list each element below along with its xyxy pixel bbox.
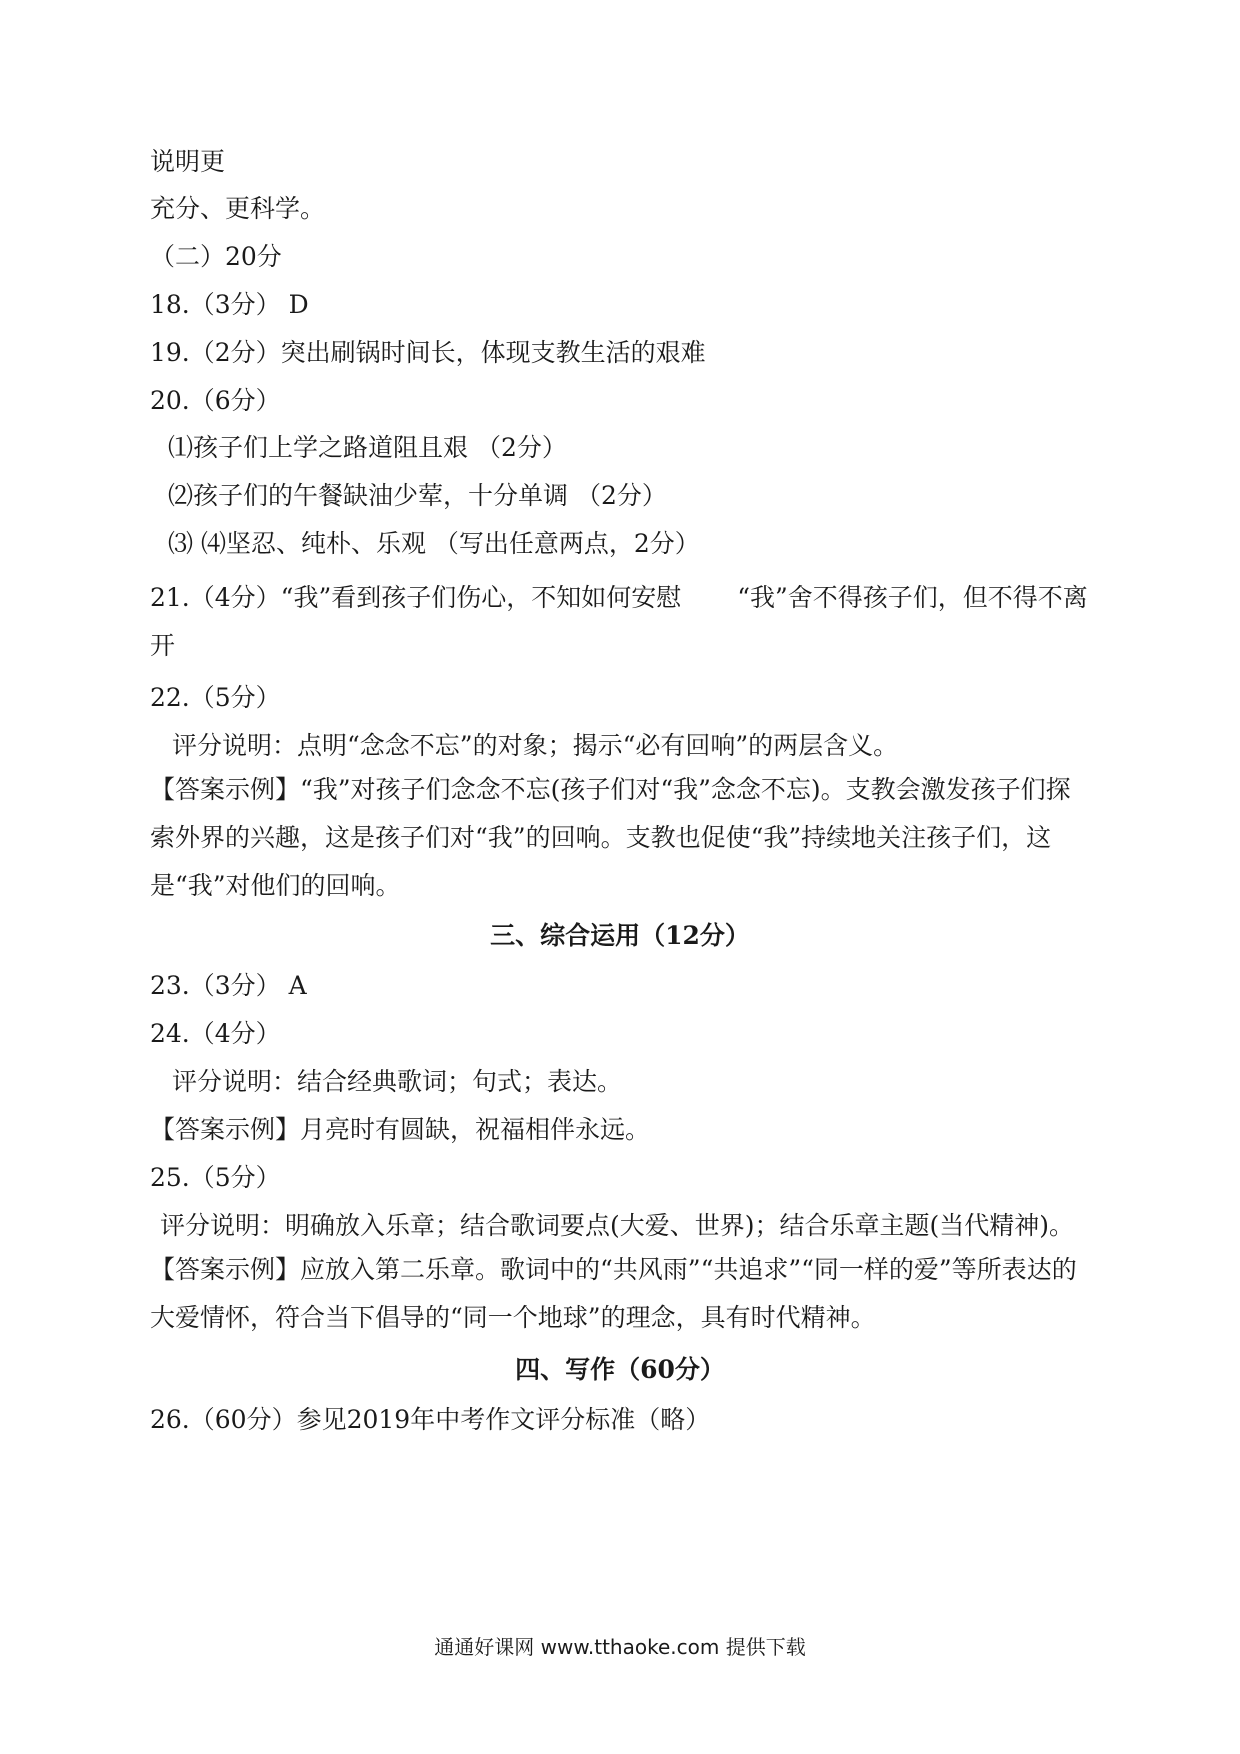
- text-line: 说明更: [150, 147, 226, 176]
- answer-18: 18.（3分） D: [150, 290, 309, 319]
- answer-22: 22.（5分）: [150, 683, 281, 712]
- section-heading-4: 四、写作（60分）: [515, 1355, 725, 1384]
- answer-20-item-1: ⑴孩子们上学之路道阻且艰 （2分）: [168, 433, 567, 462]
- answer-25: 25.（5分）: [150, 1163, 281, 1192]
- section-subheading: （二）20分: [150, 242, 282, 271]
- scoring-note-25: 评分说明：明确放入乐章；结合歌词要点(大爱、世界)；结合乐章主题(当代精神)。: [160, 1211, 1075, 1240]
- answer-20: 20.（6分）: [150, 386, 281, 415]
- answer-19: 19.（2分）突出刷锅时间长，体现支教生活的艰难: [150, 338, 706, 367]
- section-heading-3: 三、综合运用（12分）: [490, 921, 750, 950]
- sample-answer-25: 【答案示例】应放入第二乐章。歌词中的“共风雨”“共追求”“同一样的爱”等所表达的大爱情怀，符合当下倡导的“同一个地球”的理念，具有时代精神。: [150, 1255, 1077, 1332]
- sample-answer-22: 【答案示例】“我”对孩子们念念不忘(孩子们对“我”念念不忘)。支教会激发孩子们探索外界的兴趣，这是孩子们对“我”的回响。支教也促使“我”持续地关注孩子们，这是“我”对他们的回响。: [150, 775, 1071, 900]
- answer-20-item-3: ⑶ ⑷坚忍、纯朴、乐观 （写出任意两点，2分）: [168, 529, 700, 558]
- answer-24: 24.（4分）: [150, 1019, 281, 1048]
- scoring-note-22: 评分说明：点明“念念不忘”的对象；揭示“必有回响”的两层含义。: [172, 731, 899, 760]
- answer-20-item-2: ⑵孩子们的午餐缺油少荤，十分单调 （2分）: [168, 481, 667, 510]
- answer-23: 23.（3分） A: [150, 971, 307, 1000]
- scoring-note-24: 评分说明：结合经典歌词；句式；表达。: [172, 1067, 623, 1096]
- sample-answer-24: 【答案示例】月亮时有圆缺，祝福相伴永远。: [150, 1115, 651, 1144]
- answer-26: 26.（60分）参见2019年中考作文评分标准（略）: [150, 1405, 711, 1434]
- text-line: 充分、更科学。: [150, 194, 326, 223]
- page-footer: 通通好课网 www.tthaoke.com 提供下载: [434, 1635, 806, 1659]
- answer-21: 21.（4分）“我”看到孩子们伤心，不知如何安慰 “我”舍不得孩子们，但不得不离开: [150, 583, 1088, 660]
